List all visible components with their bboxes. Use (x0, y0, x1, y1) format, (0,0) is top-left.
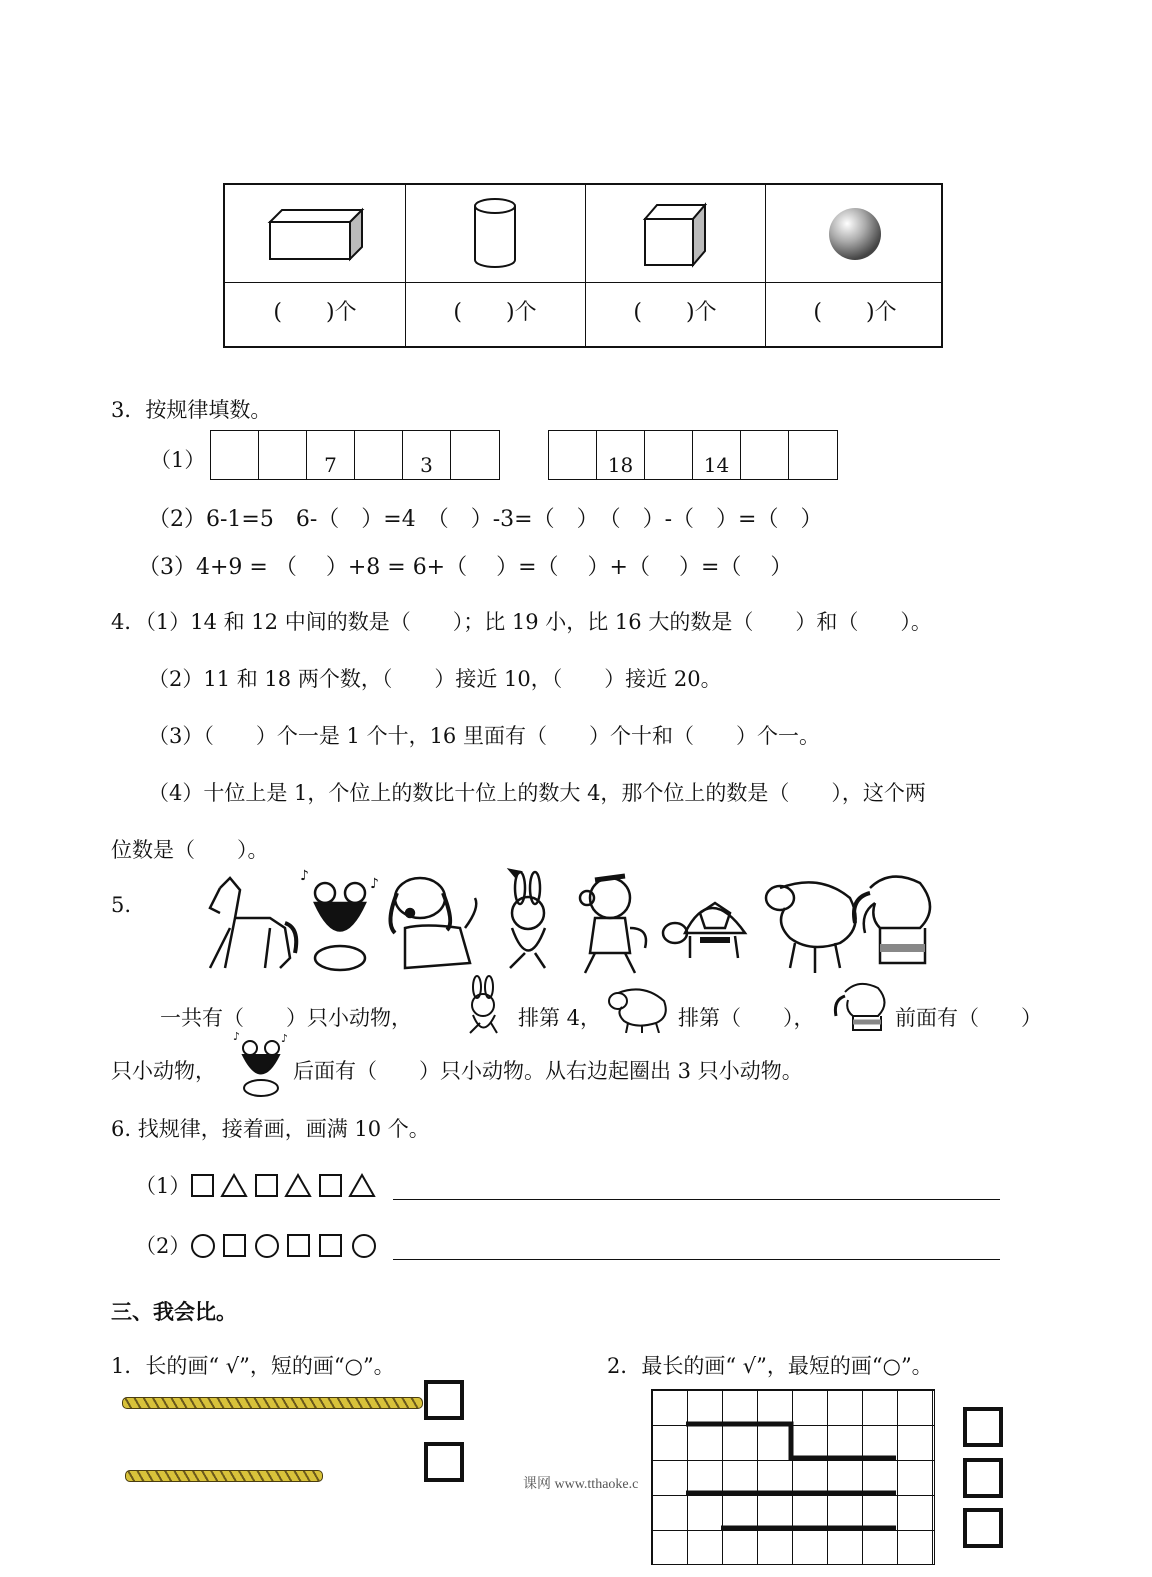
q3-p3: （3）4+9 = （ ）+8 = 6+（ ）=（ ）+（ ）=（ ） (138, 555, 793, 580)
q5-line1-b: 排第 4， (518, 1006, 602, 1030)
cuboid-icon (225, 185, 405, 282)
watermark: 课网 www.tthaoke.c (523, 1473, 638, 1493)
section3-q1: 1．长的画“ √”，短的画“○”。 (111, 1354, 395, 1378)
square-icon (256, 1175, 277, 1196)
pattern-shapes-2 (190, 1232, 390, 1260)
square-icon (288, 1235, 309, 1256)
cylinder-icon (405, 185, 585, 282)
grid-line-1 (686, 1424, 896, 1458)
sequence-box[interactable] (549, 431, 597, 479)
q3-p1-label: （1） (150, 448, 206, 472)
q5-line1-a: 一共有（ ）只小动物， (160, 1006, 412, 1030)
dog-icon (390, 878, 476, 968)
section3-q2: 2．最长的画“ √”，最短的画“○”。 (607, 1354, 933, 1378)
sequence-box[interactable]: 18 (597, 431, 645, 479)
monkey-icon (580, 876, 646, 973)
q5-line2-a: 只小动物， (111, 1059, 216, 1083)
rabbit-icon (510, 870, 545, 968)
elephant-icon (854, 877, 930, 963)
turtle-icon (663, 903, 745, 958)
sheep-icon (606, 983, 670, 1033)
q3-p2: （2）6-1=5 6-（ ）=4 （ ）-3=（ ） （ ）-（ ）=（ ） (148, 507, 823, 532)
q6-p1-label: （1） (135, 1174, 191, 1198)
triangle-icon (350, 1175, 374, 1196)
animal-row (190, 868, 960, 983)
answer-box[interactable] (424, 1442, 464, 1482)
sequence-box[interactable] (741, 431, 789, 479)
sequence-box[interactable] (355, 431, 403, 479)
sequence-box[interactable]: 7 (307, 431, 355, 479)
sequence-box[interactable]: 14 (693, 431, 741, 479)
q4-p4b: 位数是（ ）。 (111, 838, 269, 862)
square-icon (320, 1175, 341, 1196)
frog-icon (300, 868, 379, 970)
cube-icon (585, 185, 765, 282)
answer-box[interactable] (963, 1458, 1003, 1498)
circle-icon (192, 1235, 214, 1257)
count-blank: ( )个 (453, 300, 537, 325)
horse-icon (210, 878, 296, 968)
answer-line[interactable] (393, 1199, 1000, 1200)
answer-line[interactable] (393, 1259, 1000, 1260)
sequence-box[interactable]: 3 (403, 431, 451, 479)
svg-text:♪: ♪ (300, 868, 309, 884)
short-rope (125, 1470, 323, 1482)
q5-number: 5. (111, 893, 132, 917)
square-icon (224, 1235, 245, 1256)
count-blank: ( )个 (813, 300, 897, 325)
pattern-shapes-1 (190, 1172, 390, 1200)
rabbit-icon (455, 975, 515, 1035)
svg-text:♪: ♪ (370, 876, 379, 892)
sequence-box[interactable] (259, 431, 307, 479)
q4-p2: （2）11 和 18 两个数，（ ）接近 10，（ ）接近 20。 (148, 667, 722, 691)
table-divider (225, 282, 941, 283)
sequence-box[interactable] (645, 431, 693, 479)
svg-text:♪: ♪ (233, 1030, 241, 1043)
q4-p3: （3）（ ）个一是 1 个十，16 里面有（ ）个十和（ ）个一。 (148, 724, 820, 748)
circle-icon (353, 1235, 375, 1257)
section-title: 三、我会比。 (111, 1300, 237, 1324)
answer-box[interactable] (963, 1407, 1003, 1447)
grid-lines (651, 1389, 933, 1563)
circle-icon (256, 1235, 278, 1257)
sequence-box[interactable] (789, 431, 837, 479)
q5-line2-b: 后面有（ ）只小动物。从右边起圈出 3 只小动物。 (293, 1059, 803, 1083)
q4-p4: （4）十位上是 1，个位上的数比十位上的数大 4，那个位上的数是（ ），这个两 (148, 781, 926, 805)
long-rope (122, 1397, 423, 1409)
q4-p1: 4．（1）14 和 12 中间的数是（ ）；比 19 小，比 16 大的数是（ ）和（ ）。 (111, 610, 932, 634)
shapes-table (223, 183, 943, 348)
q6-p2-label: （2） (135, 1234, 191, 1258)
q5-line1-c: 排第（ ）， (678, 1006, 815, 1030)
sphere-icon (765, 185, 945, 282)
square-icon (320, 1235, 341, 1256)
q5-line1-d: 前面有（ ） (895, 1006, 1042, 1030)
count-blank: ( )个 (633, 300, 717, 325)
answer-box[interactable] (963, 1508, 1003, 1548)
elephant-icon (833, 978, 891, 1033)
triangle-icon (222, 1175, 246, 1196)
svg-text:♪: ♪ (281, 1032, 289, 1045)
triangle-icon (286, 1175, 310, 1196)
sheep-icon (766, 882, 856, 973)
number-sequence-a (210, 430, 500, 480)
answer-box[interactable] (424, 1380, 464, 1420)
sequence-box[interactable] (451, 431, 499, 479)
square-icon (192, 1175, 213, 1196)
q3-title: 3．按规律填数。 (111, 398, 272, 422)
number-sequence-b (548, 430, 838, 480)
q6-title: 6. 找规律，接着画，画满 10 个。 (111, 1117, 430, 1141)
count-blank: ( )个 (273, 300, 357, 325)
frog-icon (233, 1030, 291, 1098)
sequence-box[interactable] (211, 431, 259, 479)
